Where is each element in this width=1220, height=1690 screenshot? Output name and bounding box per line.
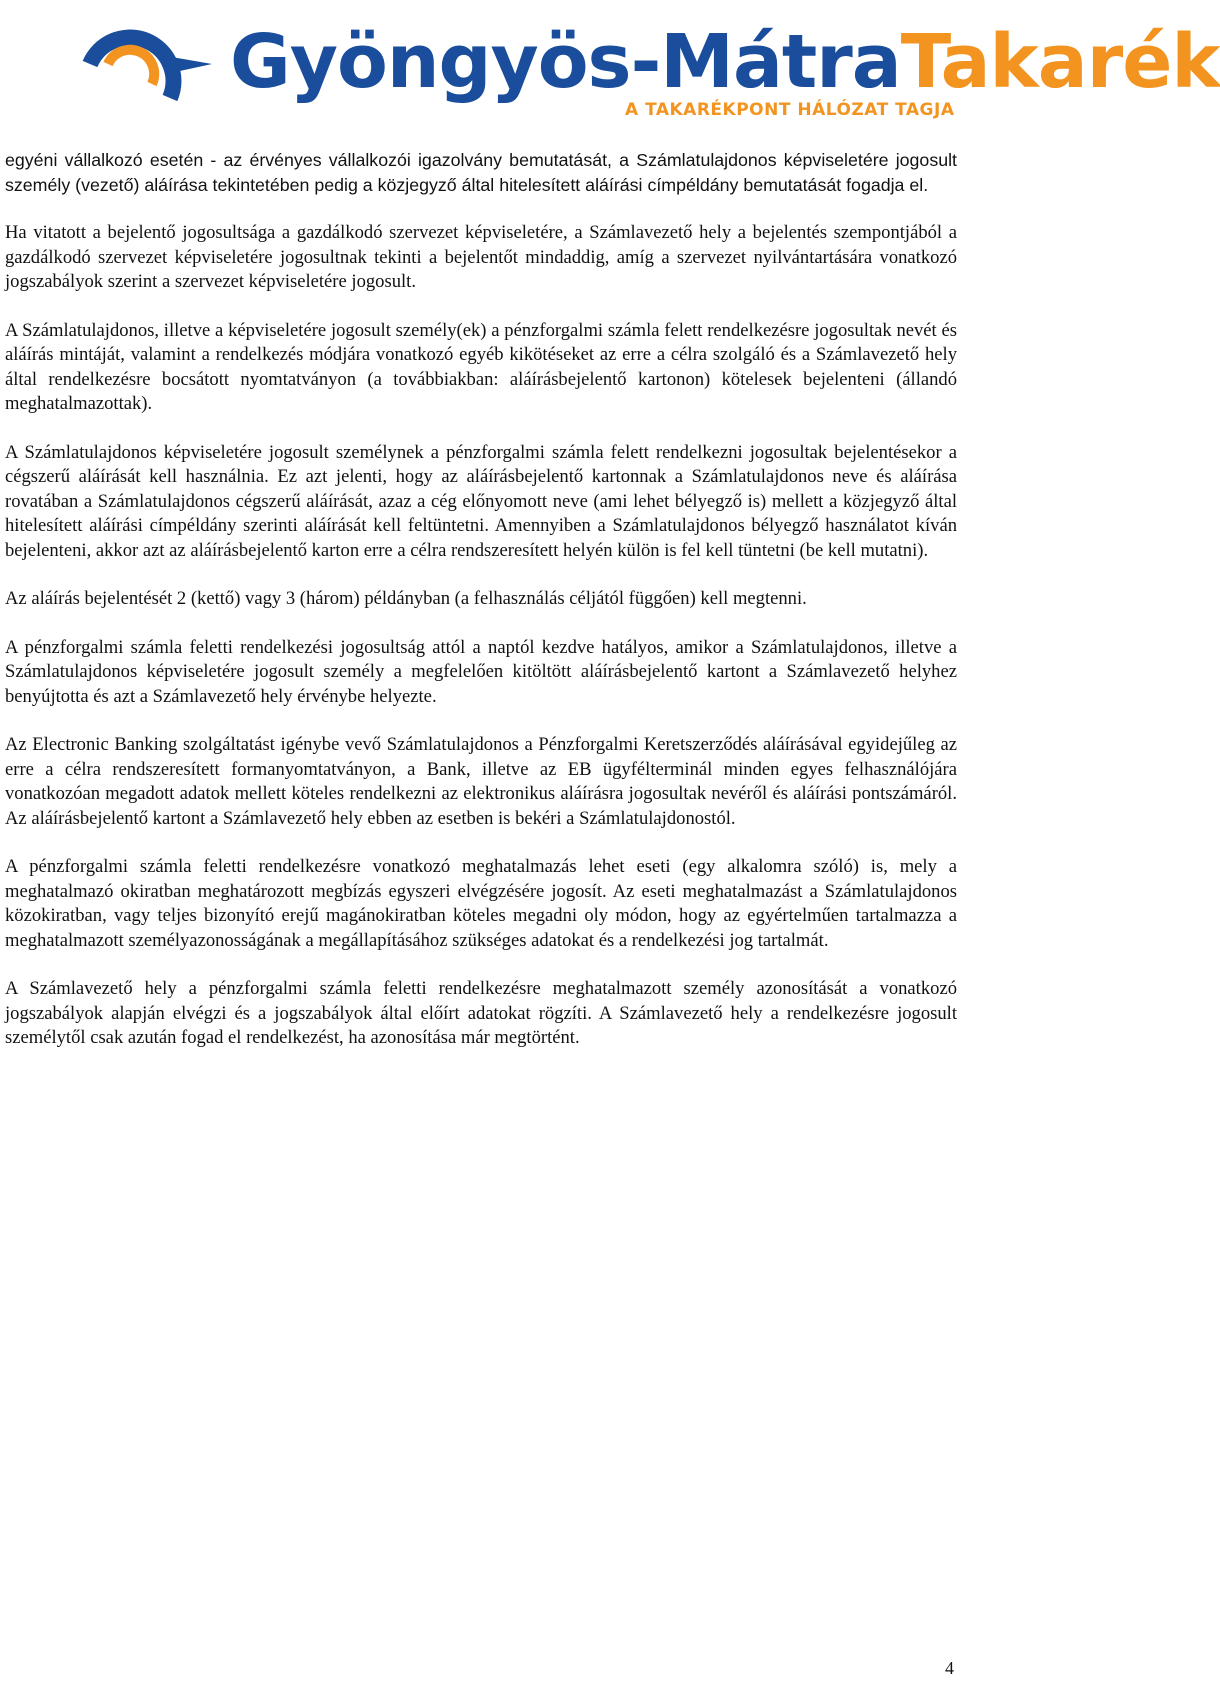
page-number: 4 <box>945 1658 954 1678</box>
logo-mark-icon <box>80 18 220 110</box>
paragraph: Ha vitatott a bejelentő jogosultsága a gazdálkodó szervezet képviseletére, a Számlavezető hely a bejelentés szempontjából a gazdálkodó szervezet képviseletére jogosultnak tekinti a bejelentőt mindaddig, amíg a szervezet nyilvántartására vonatkozó jogszabályok szerint a szervezet képviseletére jogosult. <box>5 222 957 292</box>
logo-main-text: Gyöngyös-Mátra <box>230 19 901 105</box>
logo-wordmark <box>230 18 1220 106</box>
logo-accent-text: Takarék <box>900 19 1220 105</box>
paragraph: Az Electronic Banking szolgáltatást igénybe vevő Számlatulajdonos a Pénzforgalmi Keretszerződés aláírásával egyidejűleg az erre a célra rendszeresített formanyomtatványon, a Bank, illetve az EB ügyfélterminál minden egyes felhasználójára vonatkozóan megadott adatok mellett köteles rendelkezni az elektronikus aláírásra jogosultak nevéről és aláírási pontszámáról. Az aláírásbejelentő kartont a Számlavezető hely ebben az esetben is bekéri a Számlatulajdonostól. <box>5 734 957 829</box>
logo-tagline: A TAKARÉKPONT HÁLÓZAT TAGJA <box>625 100 955 120</box>
paragraph: egyéni vállalkozó esetén - az érvényes vállalkozói igazolvány bemutatását, a Számlatulajdonos képviseletére jogosult személy (vezető) aláírása tekintetében pedig a közjegyző által hitelesített aláírási címpéldány bemutatását fogadja el. <box>5 150 957 195</box>
page-header <box>0 0 1220 130</box>
paragraph: A Számlavezető hely a pénzforgalmi számla feletti rendelkezésre meghatalmazott személy azonosítását a vonatkozó jogszabályok alapján elvégzi és a jogszabályok által előírt adatokat rögzíti. A Számlavezető hely a rendelkezésre jogosult személytől csak azután fogad el rendelkezést, ha azonosítása már megtörtént. <box>5 978 957 1048</box>
paragraph: A Számlatulajdonos képviseletére jogosult személynek a pénzforgalmi számla felett rendelkezni jogosultak bejelentésekor a cégszerű aláírását kell használnia. Ez azt jelenti, hogy az aláírásbejelentő kartonnak a Számlatulajdonos neve és aláírása rovatában a Számlatulajdonos cégszerű aláírását, azaz a cég előnyomott neve (ami lehet bélyegző is) mellett a közjegyző által hitelesített aláírási címpéldány szerinti aláírását kell feltüntetni. Amennyiben a Számlatulajdonos bélyegző használatot kíván bejelenteni, akkor azt az aláírásbejelentő karton erre a célra rendszeresített helyén külön is fel kell tüntetni (be kell mutatni). <box>5 441 957 561</box>
paragraph: A pénzforgalmi számla feletti rendelkezési jogosultság attól a naptól kezdve hatályos, amikor a Számlatulajdonos, illetve a Számlatulajdonos képviseletére jogosult személy a megfelelően kitöltött aláírásbejelentő kartont a Számlavezető helyhez benyújtotta és azt a Számlavezető hely érvénybe helyezte. <box>5 636 957 707</box>
paragraph: A Számlatulajdonos, illetve a képviseletére jogosult személy(ek) a pénzforgalmi számla felett rendelkezésre jogosultak nevét és aláírás mintáját, valamint a rendelkezés módjára vonatkozó egyéb kikötéseket az erre a célra szolgáló és a Számlavezető hely által rendelkezésre bocsátott nyomtatványon (a továbbiakban: aláírásbejelentő kartonon) kötelesek bejelenteni (állandó meghatalmazottak). <box>5 319 957 414</box>
paragraph: A pénzforgalmi számla feletti rendelkezésre vonatkozó meghatalmazás lehet eseti (egy alkalomra szóló) is, mely a meghatalmazó okiratban meghatározott megbízás egyszeri elvégzésére jogosít. Az eseti meghatalmazást a Számlatulajdonos közokiratban, vagy teljes bizonyító erejű magánokiratban köteles megadni oly módon, hogy az egyértelműen tartalmazza a meghatalmazott személyazonosságának a megállapításához szükséges adatokat és a rendelkezési jog tartalmát. <box>5 856 957 951</box>
document-body <box>5 148 957 1075</box>
paragraph: Az aláírás bejelentését 2 (kettő) vagy 3 (három) példányban (a felhasználás céljától függően) kell megtenni. <box>5 588 807 609</box>
bank-logo <box>80 18 1220 122</box>
